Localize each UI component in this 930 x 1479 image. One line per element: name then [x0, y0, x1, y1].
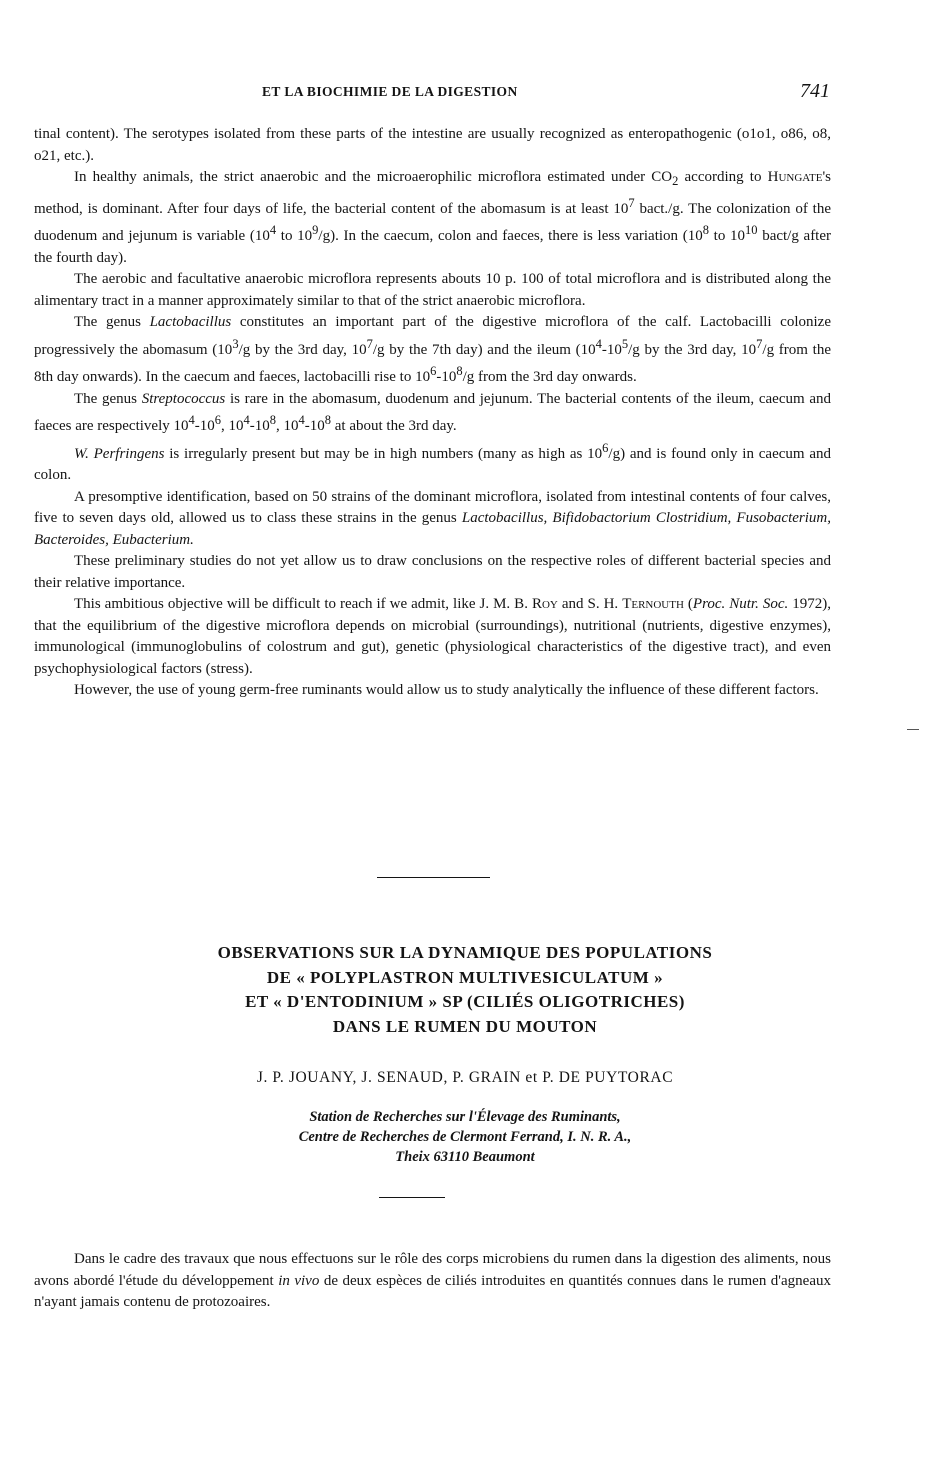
paragraph-6: W. Perfringens is irregularly present but may be in high numbers (many as high as $10^6/g$) and is found only in caecum and colon. [34, 440, 831, 483]
paragraph-4: The genus Lactobacillus constitutes an important part of the digestive microflora of the calf. Lactobacilli colonize progressively the abomasum ($10^3/g$ by the 3rd day, $10^7/g$ by the 7th day) and the ileum ($10^4-10^5/g$ by the 3rd day, $10^7/g$ from the 8th day onwards). In the caecum and faeces, lactobacilli rise to $10^6-10^8/g$ from the 3rd day onwards. [34, 314, 832, 385]
affiliation-line: Station de Recherches sur l'Élevage des Ruminants, [309, 1109, 621, 1125]
title-line: DANS LE RUMEN DU MOUTON [332, 1016, 598, 1036]
author-name-hungate: Hungate [767, 169, 823, 185]
authors: J. P. JOUANY, J. SENAUD, P. GRAIN et P. DE PUYTORAC [256, 1069, 674, 1086]
paragraph-2: In healthy animals, the strict anaerobic and the microaerophilic microflora estimated under $CO_2$ according to Hungate's method, is dominant. After four days of life, the bacterial content of the abomasum is at least $10^7$ bact./g. The colonization of the duodenum and jejunum is variable ($10^4$ to $10^9/g$). In the caecum, colon and faeces, there is less variation ($10^8$ to $10^{10}$ bact/g after the fourth day). [34, 169, 832, 266]
abstract-paragraph: Dans le cadre des travaux que nous effectuons sur le rôle des corps microbiens du rumen dans la digestion des aliments, nous avons abordé l'étude du développement in vivo de deux espèces de ciliés introduites en quantités connues dans le rumen d'agneaux n'ayant jamais contenu de protozoaires. [34, 1251, 831, 1310]
body-text [34, 124, 831, 702]
genera-list: Lactobacillus, Bifidobactorium Clostridium, Fusobacterium, Bacteroides, Eubacterium. [34, 510, 832, 548]
affiliation-line: Theix 63110 Beaumont [395, 1149, 535, 1165]
paragraph-3: The aerobic and facultative anaerobic microflora represents abouts 10 p. 100 of total microflora and is distributed along the alimentary tract in a manner approximately similar to that of the strict anaerobic microflora. [34, 271, 831, 309]
paragraph-8: These preliminary studies do not yet allow us to draw conclusions on the respective roles of different bacterial species and their relative importance. [34, 553, 831, 591]
genus-streptococcus: Streptococcus [141, 390, 226, 407]
paragraph-9: This ambitious objective will be difficult to reach if we admit, like J. M. B. Roy and S. H. Ternouth (Proc. Nutr. Soc. 1972), that the equilibrium of the digestive microflora depends on microbial (surroundings), nutritional (nutrients, digestive enzymes), immunological (immunoglobulins of colostrum and gut), genetic (physiological characteristics of the digestive tract), and even psychophysiological factors (stress). [34, 596, 832, 677]
abstract [34, 1249, 831, 1314]
author-name-ternouth: Ternouth [622, 596, 684, 612]
affiliation-line: Centre de Recherches de Clermont Ferrand, I. N. R. A., [298, 1129, 632, 1145]
running-head: ET LA BIOCHIMIE DE LA DIGESTION [262, 84, 518, 99]
section-divider [377, 877, 490, 878]
title-line: ET « D'ENTODINIUM » SP (CILIÉS OLIGOTRICHES) [245, 992, 685, 1011]
title-divider [379, 1197, 445, 1198]
in-vivo-term: in vivo [278, 1272, 320, 1289]
genus-lactobacillus: Lactobacillus [149, 314, 232, 330]
journal-name: Proc. Nutr. Soc. [692, 596, 789, 612]
paragraph-1: tinal content). The serotypes isolated from these parts of the intestine are usually recognized as enteropathogenic (o1o1, o86, o8, o21, etc.). [34, 126, 831, 164]
title-line: DE « POLYPLASTRON MULTIVESICULATUM » [266, 967, 664, 987]
margin-mark [907, 729, 919, 730]
author-name-roy: Roy [531, 596, 558, 612]
species-perfringens: W. Perfringens [74, 445, 165, 462]
title-line: OBSERVATIONS SUR LA DYNAMIQUE DES POPULATIONS [217, 943, 713, 962]
paragraph-5: The genus Streptococcus is rare in the abomasum, duodenum and jejunum. The bacterial contents of the ileum, caecum and faeces are respectively $10^4-10^6$, $10^4-10^8$, $10^4-10^8$ at about the 3rd day. [34, 390, 831, 434]
affiliation [70, 1107, 860, 1167]
page-number: 741 [800, 80, 830, 102]
article-title [70, 941, 860, 1039]
paragraph-7: A presomptive identification, based on 50 strains of the dominant microflora, isolated from intestinal contents of four calves, five to seven days old, allowed us to class these strains in the genus Lactobacillus, Bifidobactorium Clostridium, Fusobacterium, Bacteroides, Eubacterium. [34, 488, 832, 548]
paragraph-10: However, the use of young germ-free ruminants would allow us to study analytically the influence of these different factors. [74, 682, 819, 698]
